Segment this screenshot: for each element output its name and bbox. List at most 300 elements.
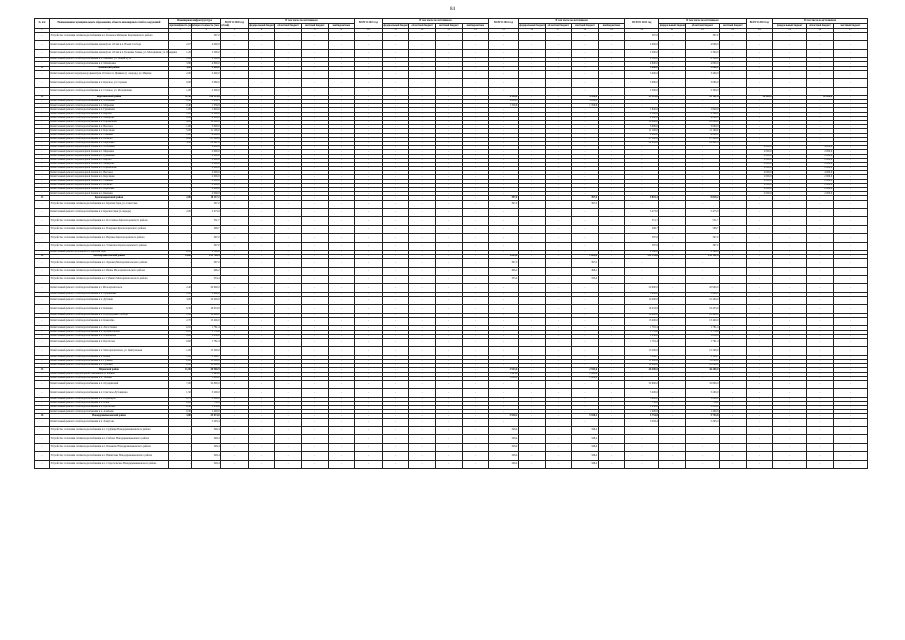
empty-cell: -	[489, 292, 519, 296]
empty-cell: -	[598, 267, 625, 275]
empty-cell: -	[625, 104, 659, 108]
empty-cell: -	[355, 179, 383, 183]
amount-cell: 2 100,0	[625, 112, 659, 116]
empty-cell: -	[221, 427, 249, 435]
empty-cell: -	[382, 129, 409, 133]
empty-cell: -	[685, 175, 719, 179]
object-name-cell: Капитальный ремонт сетей водоснабжения в п. Красное, ул. Садовая	[49, 79, 168, 87]
empty-cell: -	[572, 234, 599, 242]
amount-cell: 2 000,0	[807, 150, 834, 154]
row-index-cell: -	[35, 334, 50, 338]
empty-cell: -	[489, 183, 519, 187]
empty-cell: -	[301, 397, 328, 401]
empty-cell: -	[572, 66, 599, 70]
empty-cell: -	[328, 359, 355, 363]
amount-cell: 1 850,0	[625, 334, 659, 338]
empty-cell: -	[355, 217, 383, 225]
empty-cell: -	[719, 284, 746, 292]
length-cell: 0,60	[169, 338, 192, 346]
empty-cell: -	[685, 188, 719, 192]
empty-cell: -	[518, 62, 545, 66]
object-name-cell: Новодеревеньковский район	[49, 414, 168, 418]
object-name-cell: Капитальный ремонт сетей водоснабжения в п. Бобково	[49, 137, 168, 141]
empty-cell: -	[382, 380, 409, 388]
empty-cell: -	[301, 200, 328, 208]
empty-cell: -	[545, 179, 572, 183]
empty-cell: -	[301, 318, 328, 326]
empty-cell: -	[518, 58, 545, 62]
empty-cell: -	[833, 460, 867, 468]
column-number: 25	[773, 29, 807, 33]
empty-cell: -	[382, 443, 409, 451]
empty-cell: -	[545, 95, 572, 99]
amount-cell: 10 400,0	[685, 297, 719, 305]
amount-cell: 1 250,0	[625, 406, 659, 410]
empty-cell: -	[833, 116, 867, 120]
empty-cell: -	[248, 355, 275, 359]
empty-cell: -	[746, 318, 773, 326]
empty-cell: -	[275, 410, 302, 414]
row-index-cell: -	[35, 87, 50, 95]
amount-cell: 5 293,4	[625, 418, 659, 426]
header-reg: областной бюджет	[807, 24, 834, 29]
empty-cell: -	[248, 171, 275, 175]
cost-cell: 348,4	[192, 427, 221, 435]
header-reg: областной бюджет	[275, 24, 302, 29]
empty-cell: -	[545, 359, 572, 363]
amount-cell: 5 930,2	[489, 414, 519, 418]
amount-cell: 11 000,0	[625, 359, 659, 363]
empty-cell: -	[409, 427, 436, 435]
empty-cell: -	[435, 297, 462, 305]
empty-cell: -	[301, 62, 328, 66]
empty-cell: -	[328, 242, 355, 250]
empty-cell: -	[221, 129, 249, 133]
empty-cell: -	[807, 330, 834, 334]
empty-cell: -	[659, 95, 686, 99]
empty-cell: -	[301, 460, 328, 468]
empty-cell: -	[518, 87, 545, 95]
empty-cell: -	[659, 347, 686, 355]
empty-cell: -	[301, 267, 328, 275]
empty-cell: -	[833, 154, 867, 158]
amount-cell: 2 000,0	[746, 167, 773, 171]
cost-cell: 2 000,0	[192, 154, 221, 158]
empty-cell: -	[328, 87, 355, 95]
empty-cell: -	[625, 259, 659, 267]
empty-cell: -	[328, 401, 355, 405]
empty-cell: -	[598, 435, 625, 443]
empty-cell: -	[659, 368, 686, 372]
empty-cell: -	[572, 154, 599, 158]
empty-cell: -	[659, 79, 686, 87]
empty-cell: -	[221, 162, 249, 166]
object-name-cell: Капитальный ремонт водонапорной башни в п. Берёзовка	[49, 188, 168, 192]
empty-cell: -	[248, 406, 275, 410]
empty-cell: -	[807, 62, 834, 66]
empty-cell: -	[355, 267, 383, 275]
empty-cell: -	[355, 338, 383, 346]
empty-cell: -	[659, 200, 686, 208]
empty-cell: -	[382, 330, 409, 334]
empty-cell: -	[833, 167, 867, 171]
amount-cell: 1 943,6	[489, 372, 519, 376]
row-index-cell: -	[35, 259, 50, 267]
empty-cell: -	[545, 297, 572, 305]
empty-cell: -	[382, 70, 409, 78]
empty-cell: -	[518, 200, 545, 208]
empty-cell: -	[807, 305, 834, 313]
amount-cell: 1 359,8	[489, 104, 519, 108]
empty-cell: -	[719, 338, 746, 346]
empty-cell: -	[409, 208, 436, 216]
empty-cell: -	[275, 112, 302, 116]
empty-cell: -	[685, 267, 719, 275]
empty-cell: -	[833, 414, 867, 418]
row-index-cell: -	[35, 192, 50, 196]
empty-cell: -	[625, 183, 659, 187]
empty-cell: -	[248, 326, 275, 330]
column-number: 22	[685, 29, 719, 33]
empty-cell: -	[545, 116, 572, 120]
object-name-cell: Капитальный ремонт водонапорной башни в п. Бобково	[49, 183, 168, 187]
empty-cell: -	[221, 112, 249, 116]
empty-cell: -	[685, 443, 719, 451]
empty-cell: -	[462, 179, 489, 183]
empty-cell: -	[807, 200, 834, 208]
empty-cell: -	[545, 100, 572, 104]
amount-cell: 2 300,0	[625, 87, 659, 95]
empty-cell: -	[435, 305, 462, 313]
row-index-cell: -	[35, 49, 50, 57]
empty-cell: -	[275, 150, 302, 154]
cost-cell: 1 820,0	[192, 108, 221, 112]
empty-cell: -	[355, 158, 383, 162]
empty-cell: -	[275, 435, 302, 443]
table-row	[35, 305, 868, 313]
empty-cell: -	[807, 380, 834, 388]
table-row	[35, 443, 868, 451]
empty-cell: -	[807, 313, 834, 317]
cost-cell: 2 500,0	[192, 58, 221, 62]
empty-cell: -	[518, 334, 545, 338]
empty-cell: -	[355, 292, 383, 296]
amount-cell: 46 400,0	[625, 368, 659, 372]
row-index-cell: -	[35, 380, 50, 388]
length-cell: -	[169, 183, 192, 187]
empty-cell: -	[746, 49, 773, 57]
empty-cell: -	[462, 154, 489, 158]
empty-cell: -	[382, 116, 409, 120]
amount-cell: 397,0	[625, 242, 659, 250]
empty-cell: -	[328, 79, 355, 87]
cost-cell: 2 000,0	[192, 183, 221, 187]
empty-cell: -	[598, 225, 625, 233]
empty-cell: -	[462, 242, 489, 250]
empty-cell: -	[518, 242, 545, 250]
empty-cell: -	[435, 380, 462, 388]
empty-cell: -	[328, 179, 355, 183]
empty-cell: -	[659, 338, 686, 346]
empty-cell: -	[685, 171, 719, 175]
row-index-cell: -	[35, 70, 50, 78]
empty-cell: -	[773, 259, 807, 267]
empty-cell: -	[518, 376, 545, 380]
amount-cell: 598,7	[685, 225, 719, 233]
empty-cell: -	[598, 87, 625, 95]
empty-cell: -	[409, 129, 436, 133]
empty-cell: -	[572, 242, 599, 250]
row-index-cell: -	[35, 410, 50, 414]
empty-cell: -	[301, 380, 328, 388]
cost-cell: 1 850,0	[192, 334, 221, 338]
length-cell: -	[169, 158, 192, 162]
empty-cell: -	[409, 305, 436, 313]
empty-cell: -	[462, 334, 489, 338]
empty-cell: -	[545, 141, 572, 145]
cost-cell: 598,7	[192, 225, 221, 233]
empty-cell: -	[301, 129, 328, 133]
empty-cell: -	[328, 125, 355, 129]
empty-cell: -	[409, 146, 436, 150]
empty-cell: -	[719, 146, 746, 150]
object-name-cell: Устройство отопления сетями водоснабжения в п. Судбищи Новодеревеньковского района	[49, 427, 168, 435]
empty-cell: -	[807, 410, 834, 414]
empty-cell: -	[221, 225, 249, 233]
empty-cell: -	[328, 355, 355, 359]
empty-cell: -	[807, 318, 834, 326]
empty-cell: -	[221, 418, 249, 426]
empty-cell: -	[462, 234, 489, 242]
amount-cell: 1 781,4	[685, 326, 719, 330]
amount-cell: 18 433,9	[685, 305, 719, 313]
empty-cell: -	[489, 141, 519, 145]
header-sources-2023: В том числе по источникам	[659, 19, 746, 24]
empty-cell: -	[545, 158, 572, 162]
empty-cell: -	[435, 167, 462, 171]
empty-cell: -	[489, 133, 519, 137]
empty-cell: -	[355, 62, 383, 66]
empty-cell: -	[746, 297, 773, 305]
empty-cell: -	[328, 133, 355, 137]
length-cell: -	[169, 376, 192, 380]
empty-cell: -	[719, 217, 746, 225]
empty-cell: -	[659, 133, 686, 137]
empty-cell: -	[489, 66, 519, 70]
empty-cell: -	[518, 276, 545, 284]
empty-cell: -	[275, 318, 302, 326]
empty-cell: -	[598, 452, 625, 460]
amount-cell: 1 000,0	[489, 376, 519, 380]
amount-cell: 397,0	[489, 196, 519, 200]
empty-cell: -	[328, 276, 355, 284]
empty-cell: -	[833, 250, 867, 254]
empty-cell: -	[719, 355, 746, 359]
cost-cell: 397,0	[192, 259, 221, 267]
empty-cell: -	[435, 95, 462, 99]
empty-cell: -	[598, 150, 625, 154]
empty-cell: -	[746, 208, 773, 216]
empty-cell: -	[518, 41, 545, 49]
length-cell: -	[169, 225, 192, 233]
empty-cell: -	[518, 380, 545, 388]
amount-cell: 1 400,0	[625, 410, 659, 414]
amount-cell: 3 638,3	[489, 100, 519, 104]
empty-cell: -	[409, 376, 436, 380]
empty-cell: -	[221, 364, 249, 368]
empty-cell: -	[328, 112, 355, 116]
empty-cell: -	[275, 58, 302, 62]
empty-cell: -	[382, 255, 409, 259]
empty-cell: -	[773, 397, 807, 401]
column-number: 24	[746, 29, 773, 33]
empty-cell: -	[248, 305, 275, 313]
empty-cell: -	[807, 397, 834, 401]
empty-cell: -	[221, 401, 249, 405]
empty-cell: -	[746, 225, 773, 233]
empty-cell: -	[409, 250, 436, 254]
empty-cell: -	[248, 401, 275, 405]
empty-cell: -	[328, 196, 355, 200]
empty-cell: -	[328, 259, 355, 267]
empty-cell: -	[328, 41, 355, 49]
empty-cell: -	[382, 401, 409, 405]
amount-cell: 1 770,0	[625, 330, 659, 334]
empty-cell: -	[807, 100, 834, 104]
empty-cell: -	[382, 175, 409, 179]
empty-cell: -	[489, 137, 519, 141]
empty-cell: -	[625, 188, 659, 192]
empty-cell: -	[355, 255, 383, 259]
empty-cell: -	[328, 66, 355, 70]
empty-cell: -	[382, 162, 409, 166]
empty-cell: -	[275, 121, 302, 125]
object-name-cell: Капитальный ремонт сетей водоснабжения в п. Легостаевка	[49, 326, 168, 330]
header-idx: № п/п	[35, 19, 50, 29]
empty-cell: -	[462, 58, 489, 62]
object-name-cell: Устройство отопления сетями водоснабжения в п. Покровка Краснозоренского района	[49, 225, 168, 233]
empty-cell: -	[598, 41, 625, 49]
empty-cell: -	[221, 380, 249, 388]
empty-cell: -	[355, 104, 383, 108]
empty-cell: -	[435, 284, 462, 292]
amount-cell: 2 000,0	[807, 175, 834, 179]
row-index-cell: 13	[35, 196, 50, 200]
empty-cell: -	[355, 276, 383, 284]
object-name-cell: Мценский район	[49, 368, 168, 372]
empty-cell: -	[248, 100, 275, 104]
empty-cell: -	[545, 49, 572, 57]
empty-cell: -	[659, 112, 686, 116]
empty-cell: -	[382, 200, 409, 208]
empty-cell: -	[328, 183, 355, 187]
empty-cell: -	[221, 313, 249, 317]
empty-cell: -	[275, 133, 302, 137]
empty-cell: -	[489, 347, 519, 355]
empty-cell: -	[625, 162, 659, 166]
row-index-cell: -	[35, 401, 50, 405]
table-row	[35, 284, 868, 292]
empty-cell: -	[275, 347, 302, 355]
empty-cell: -	[248, 452, 275, 460]
empty-cell: -	[659, 389, 686, 397]
empty-cell: -	[518, 364, 545, 368]
empty-cell: -	[545, 427, 572, 435]
empty-cell: -	[409, 406, 436, 410]
empty-cell: -	[328, 70, 355, 78]
empty-cell: -	[248, 376, 275, 380]
table-row	[35, 338, 868, 346]
empty-cell: -	[746, 87, 773, 95]
amount-cell: 3 900,0	[685, 292, 719, 296]
empty-cell: -	[572, 418, 599, 426]
empty-cell: -	[275, 129, 302, 133]
empty-cell: -	[275, 154, 302, 158]
empty-cell: -	[435, 406, 462, 410]
empty-cell: -	[462, 200, 489, 208]
empty-cell: -	[355, 410, 383, 414]
column-number: 7	[275, 29, 302, 33]
amount-cell: 1 850,0	[685, 334, 719, 338]
empty-cell: -	[685, 259, 719, 267]
row-index-cell: -	[35, 376, 50, 380]
row-index-cell: -	[35, 284, 50, 292]
empty-cell: -	[355, 125, 383, 129]
row-index-cell: -	[35, 158, 50, 162]
empty-cell: -	[719, 326, 746, 330]
object-name-cell: Капитальный ремонт сетей водоснабжения в п. Макарово	[49, 116, 168, 120]
empty-cell: -	[489, 79, 519, 87]
row-index-cell: 11	[35, 66, 50, 70]
row-index-cell: -	[35, 116, 50, 120]
empty-cell: -	[462, 95, 489, 99]
object-name-cell: Капитальный ремонт сетей водоснабжения в п. Протасово	[49, 406, 168, 410]
column-number: 16	[518, 29, 545, 33]
empty-cell: -	[719, 225, 746, 233]
empty-cell: -	[659, 452, 686, 460]
empty-cell: -	[572, 208, 599, 216]
empty-cell: -	[355, 95, 383, 99]
empty-cell: -	[328, 284, 355, 292]
empty-cell: -	[659, 242, 686, 250]
empty-cell: -	[833, 338, 867, 346]
empty-cell: -	[489, 389, 519, 397]
empty-cell: -	[719, 33, 746, 41]
empty-cell: -	[545, 133, 572, 137]
empty-cell: -	[221, 397, 249, 401]
length-cell: 2,00	[169, 208, 192, 216]
empty-cell: -	[355, 183, 383, 187]
empty-cell: -	[462, 284, 489, 292]
amount-cell: 1 400,0	[685, 410, 719, 414]
empty-cell: -	[248, 242, 275, 250]
cost-cell: 10 117,2	[192, 196, 221, 200]
empty-cell: -	[301, 192, 328, 196]
empty-cell: -	[659, 125, 686, 129]
cost-cell: 348,4	[192, 452, 221, 460]
empty-cell: -	[275, 108, 302, 112]
empty-cell: -	[462, 359, 489, 363]
cost-cell: 10 400,0	[192, 297, 221, 305]
empty-cell: -	[489, 171, 519, 175]
empty-cell: -	[489, 225, 519, 233]
length-cell: 2,00	[169, 364, 192, 368]
empty-cell: -	[409, 58, 436, 62]
amount-cell: 5 473,0	[685, 208, 719, 216]
amount-cell: 3 080,0	[685, 79, 719, 87]
empty-cell: -	[773, 255, 807, 259]
empty-cell: -	[719, 427, 746, 435]
